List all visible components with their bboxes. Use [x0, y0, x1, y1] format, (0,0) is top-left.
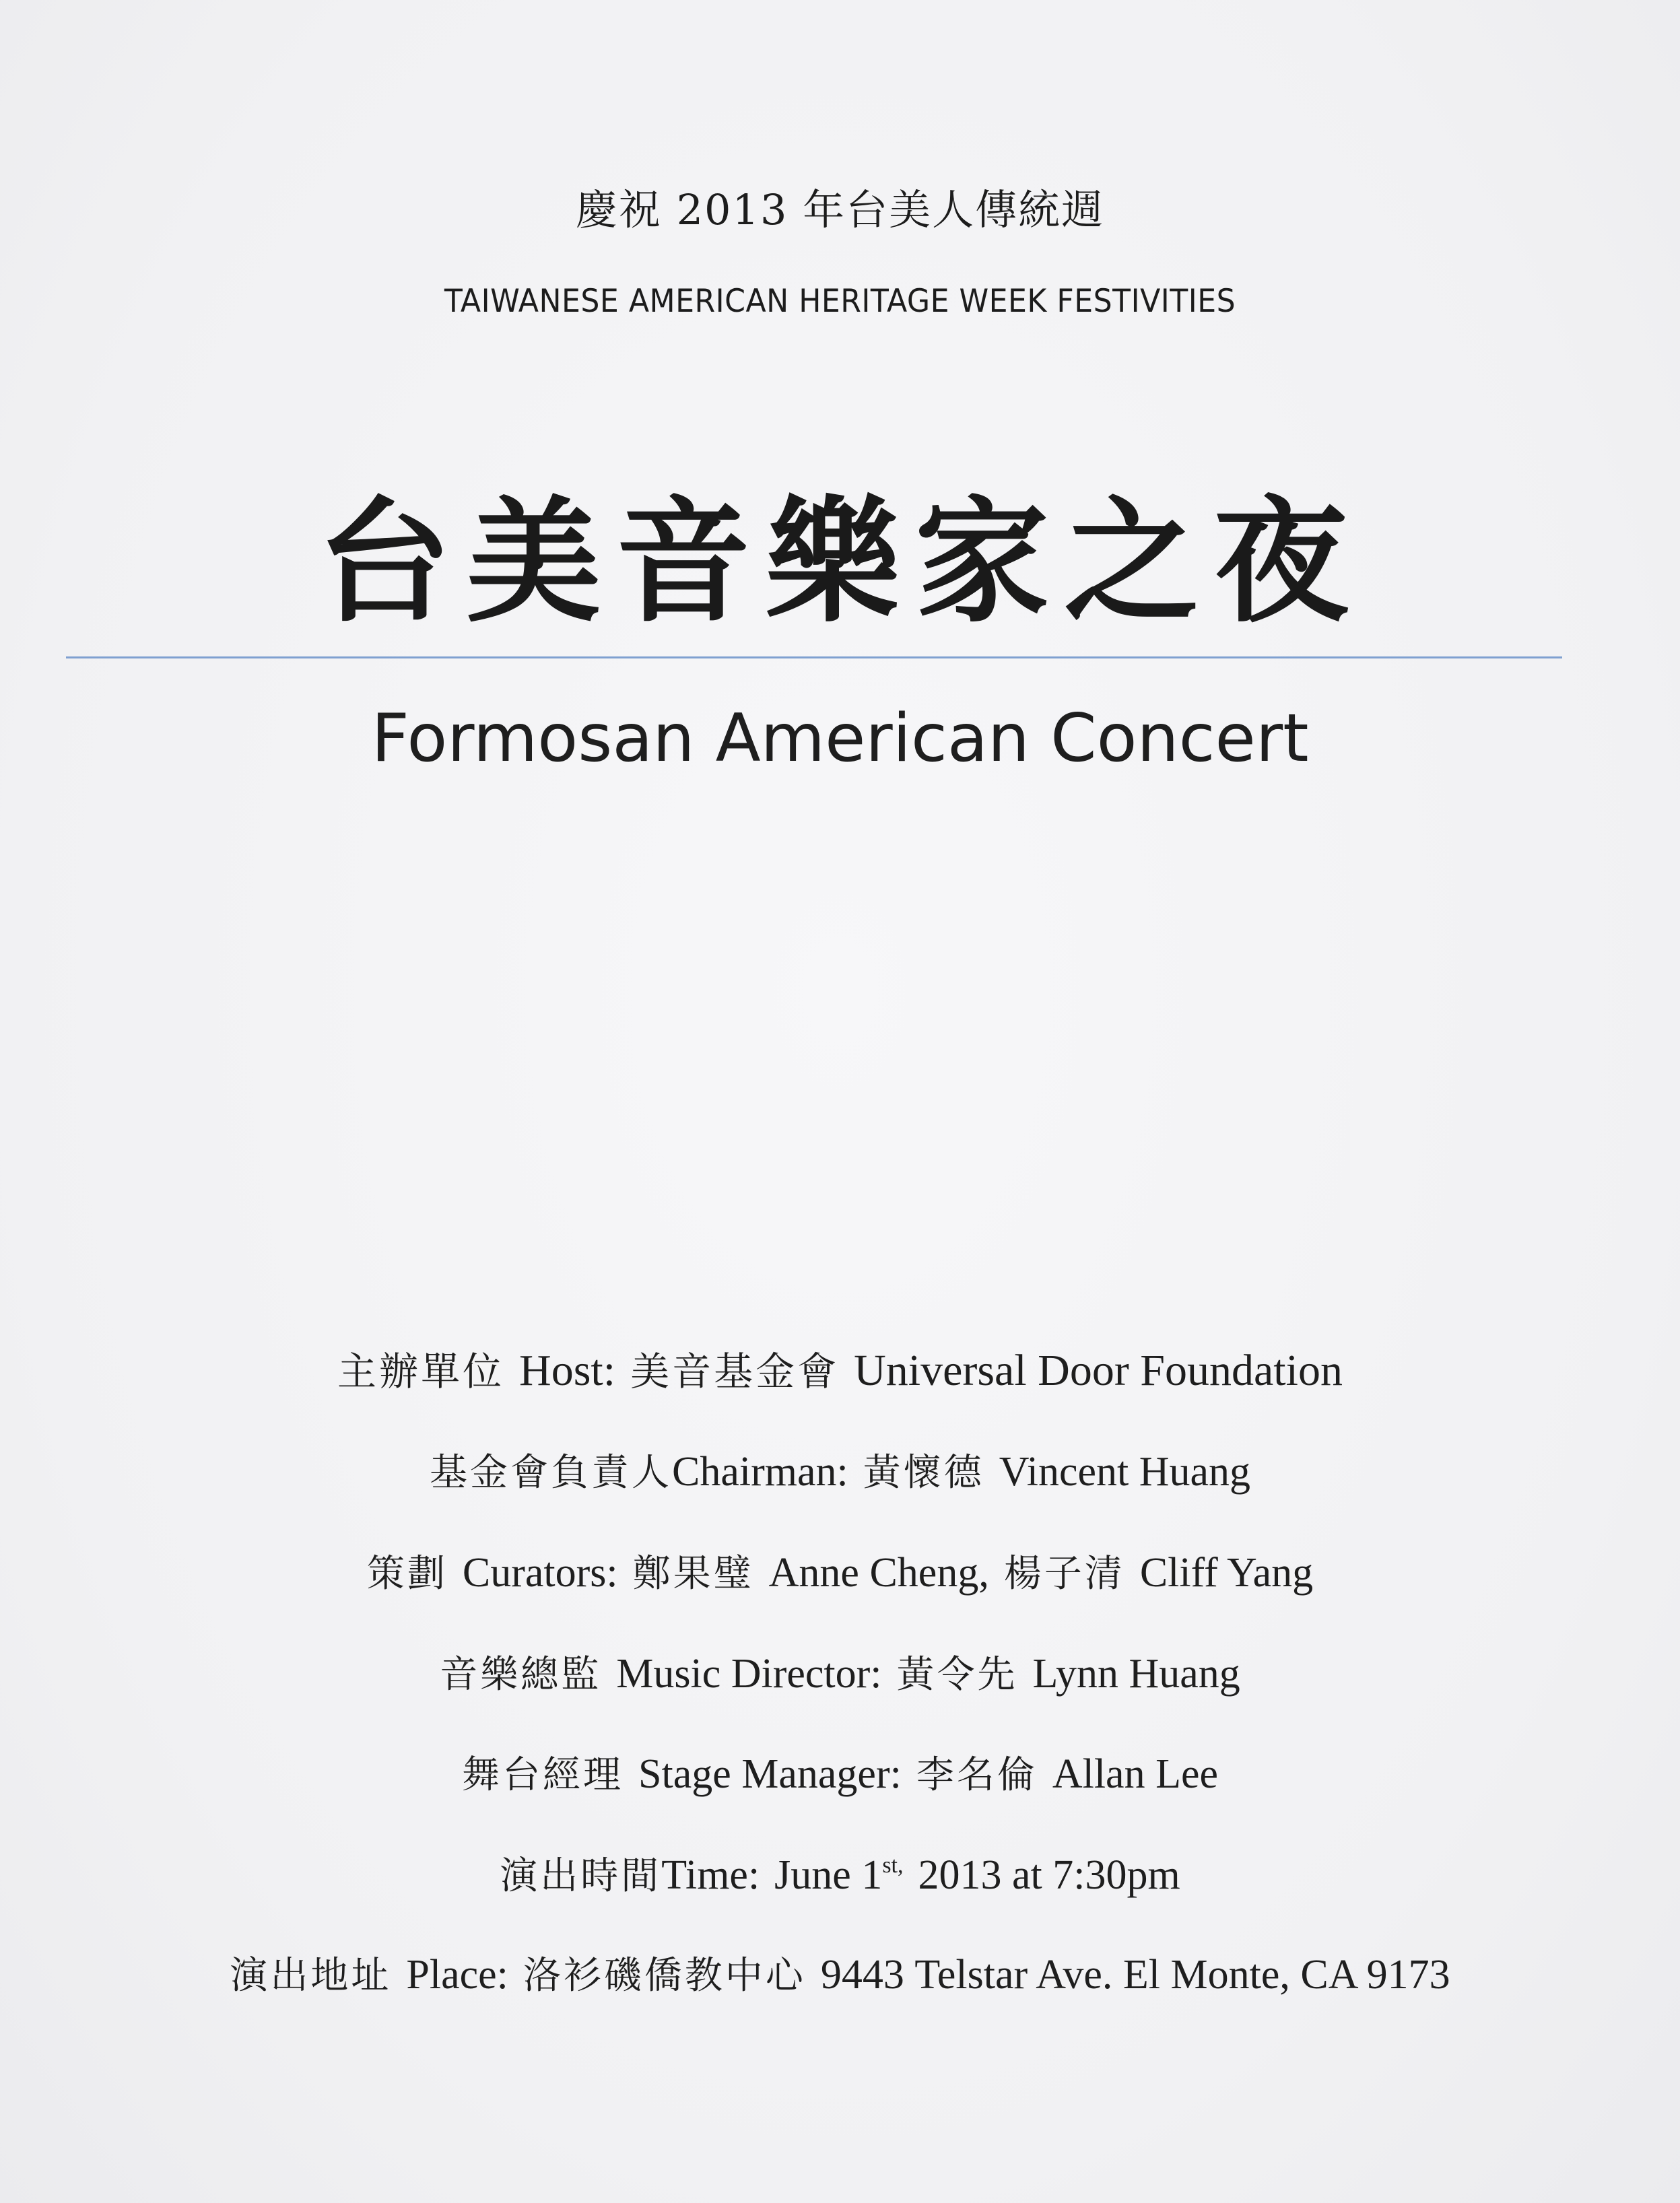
music-director-name-zh: 黃令先: [896, 1653, 1018, 1697]
curator2-name-en: Cliff Yang: [1139, 1550, 1314, 1596]
chairman-label-zh: 基金會負責人: [429, 1451, 672, 1495]
credit-host: [0, 1340, 1680, 1396]
chairman-name-en: Vincent Huang: [999, 1449, 1251, 1495]
curators-label-en: Curators:: [462, 1550, 618, 1596]
stage-manager-label-en: Stage Manager:: [638, 1751, 902, 1797]
credit-stage-manager: [0, 1745, 1680, 1799]
place-label-en: Place:: [406, 1952, 508, 1998]
place-label-zh: 演出地址: [230, 1954, 392, 1998]
curators-label-zh: 策劃: [366, 1552, 448, 1596]
curator1-name-en: Anne Cheng,: [768, 1550, 989, 1596]
stage-manager-name-en: Allan Lee: [1052, 1751, 1218, 1797]
curator2-name-zh: 楊子清: [1003, 1552, 1125, 1596]
curator1-name-zh: 鄭果璧: [632, 1552, 754, 1596]
music-director-name-en: Lynn Huang: [1032, 1651, 1240, 1697]
music-director-label-zh: 音樂總監: [440, 1653, 602, 1697]
concert-title-en: Formosan American Concert: [371, 700, 1309, 777]
credit-music-director: [0, 1645, 1680, 1699]
music-director-label-en: Music Director:: [616, 1651, 882, 1697]
place-venue-zh: 洛衫磯僑教中心: [523, 1954, 806, 1998]
festivities-heading-en: TAIWANESE AMERICAN HERITAGE WEEK FESTIVITIES: [444, 283, 1236, 320]
time-date-post: 2013 at 7:30pm: [918, 1852, 1180, 1898]
chairman-name-zh: 黃懷德: [863, 1451, 984, 1495]
time-date-pre: June 1: [774, 1852, 883, 1898]
place-address-en: 9443 Telstar Ave. El Monte, CA 9173: [820, 1952, 1450, 1998]
host-org-zh: 美音基金會: [630, 1349, 840, 1394]
host-label-en: Host:: [519, 1346, 616, 1395]
title-divider: [66, 656, 1562, 658]
stage-manager-label-zh: 舞台經理: [462, 1753, 624, 1797]
stage-manager-name-zh: 李名倫: [916, 1753, 1038, 1797]
time-label-en: Time:: [661, 1852, 760, 1898]
host-org-en: Universal Door Foundation: [854, 1346, 1343, 1395]
credit-curators: [0, 1544, 1680, 1598]
concert-title-zh: 台美音樂家之夜: [316, 483, 1364, 641]
time-date-sup: st,: [882, 1853, 904, 1878]
credit-place: [0, 1946, 1680, 2000]
host-label-zh: 主辦單位: [337, 1349, 505, 1394]
celebration-heading-zh: 慶祝 2013 年台美人傳統週: [575, 185, 1105, 234]
chairman-label-en: Chairman:: [671, 1449, 848, 1495]
time-label-zh: 演出時間: [500, 1854, 662, 1898]
credit-time: [0, 1846, 1680, 1900]
credit-chairman: [0, 1443, 1680, 1497]
